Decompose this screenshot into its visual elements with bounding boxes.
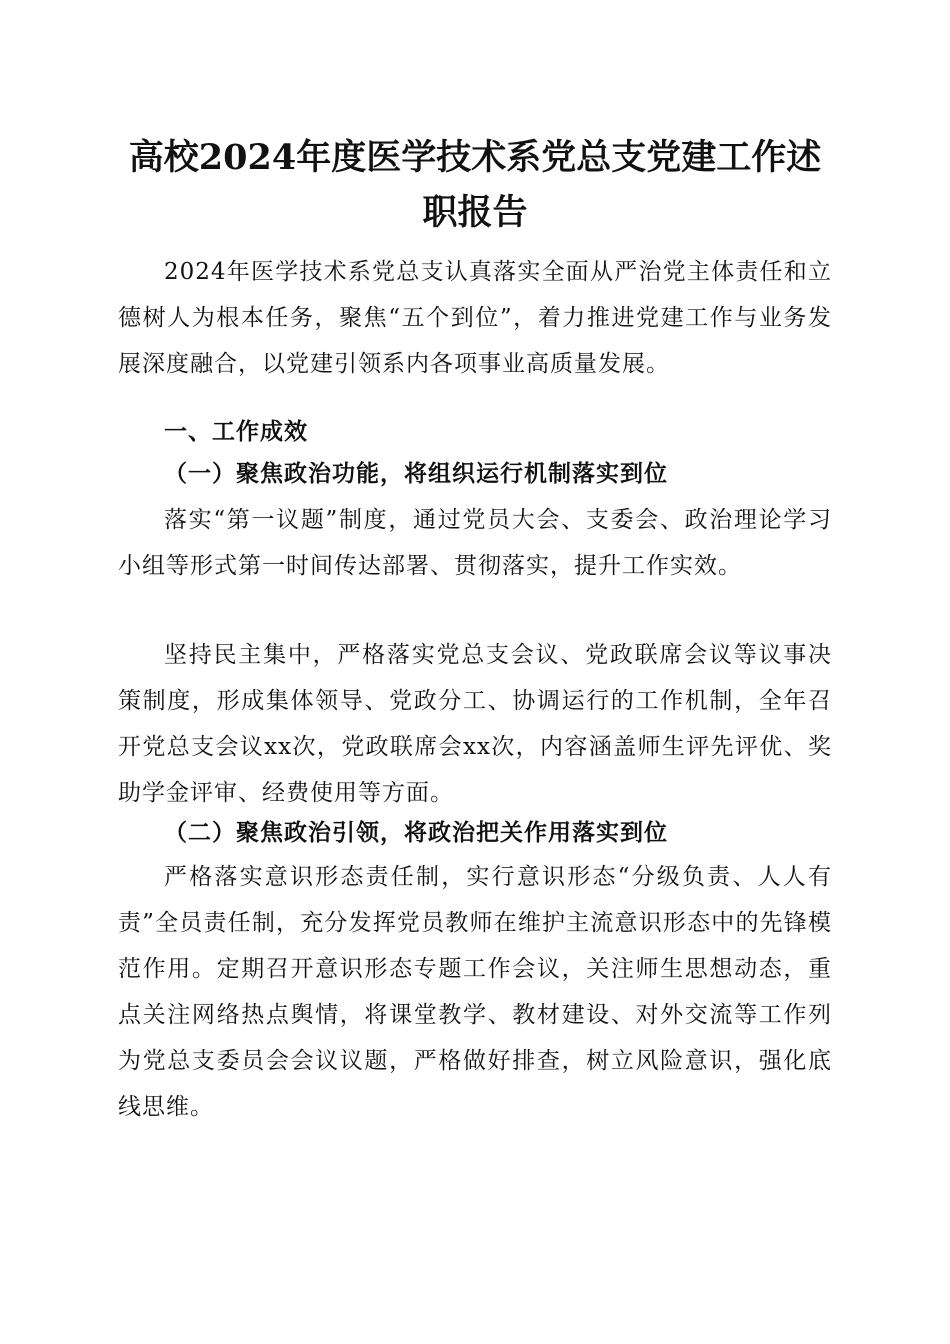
paragraph-first-topic-system: 落实“第一议题”制度，通过党员大会、支委会、政治理论学习小组等形式第一时间传达部署、贯彻落实，提升工作实效。 xyxy=(118,507,832,579)
section-heading-achievements: 一、工作成效 xyxy=(164,419,308,445)
subsection-heading-political-guidance: （二）聚焦政治引领，将政治把关作用落实到位 xyxy=(164,819,668,846)
document-title: 高校2024年度医学技术系党总支党建工作述职报告 xyxy=(128,137,822,233)
intro-paragraph: 2024年医学技术系党总支认真落实全面从严治党主体责任和立德树人为根本任务，聚焦“五个到位”，着力推进党建工作与业务发展深度融合，以党建引领系内各项事业高质量发展。 xyxy=(118,259,832,377)
paragraph-democratic-centralism: 坚持民主集中，严格落实党总支会议、党政联席会议等议事决策制度，形成集体领导、党政分工、协调运行的工作机制，全年召开党总支会议xx次，党政联席会xx次，内容涵盖师生评先评优、奖助学金评审、经费使用等方面。 xyxy=(118,642,832,806)
subsection-heading-political-function: （一）聚焦政治功能，将组织运行机制落实到位 xyxy=(164,460,668,487)
paragraph-ideology-responsibility: 严格落实意识形态责任制，实行意识形态“分级负责、人人有责”全员责任制，充分发挥党员教师在维护主流意识形态中的先锋模范作用。定期召开意识形态专题工作会议，关注师生思想动态，重点关注网络热点舆情，将课堂教学、教材建设、对外交流等工作列为党总支委员会会议议题，严格做好排查，树立风险意识，强化底线思维。 xyxy=(118,864,832,1120)
